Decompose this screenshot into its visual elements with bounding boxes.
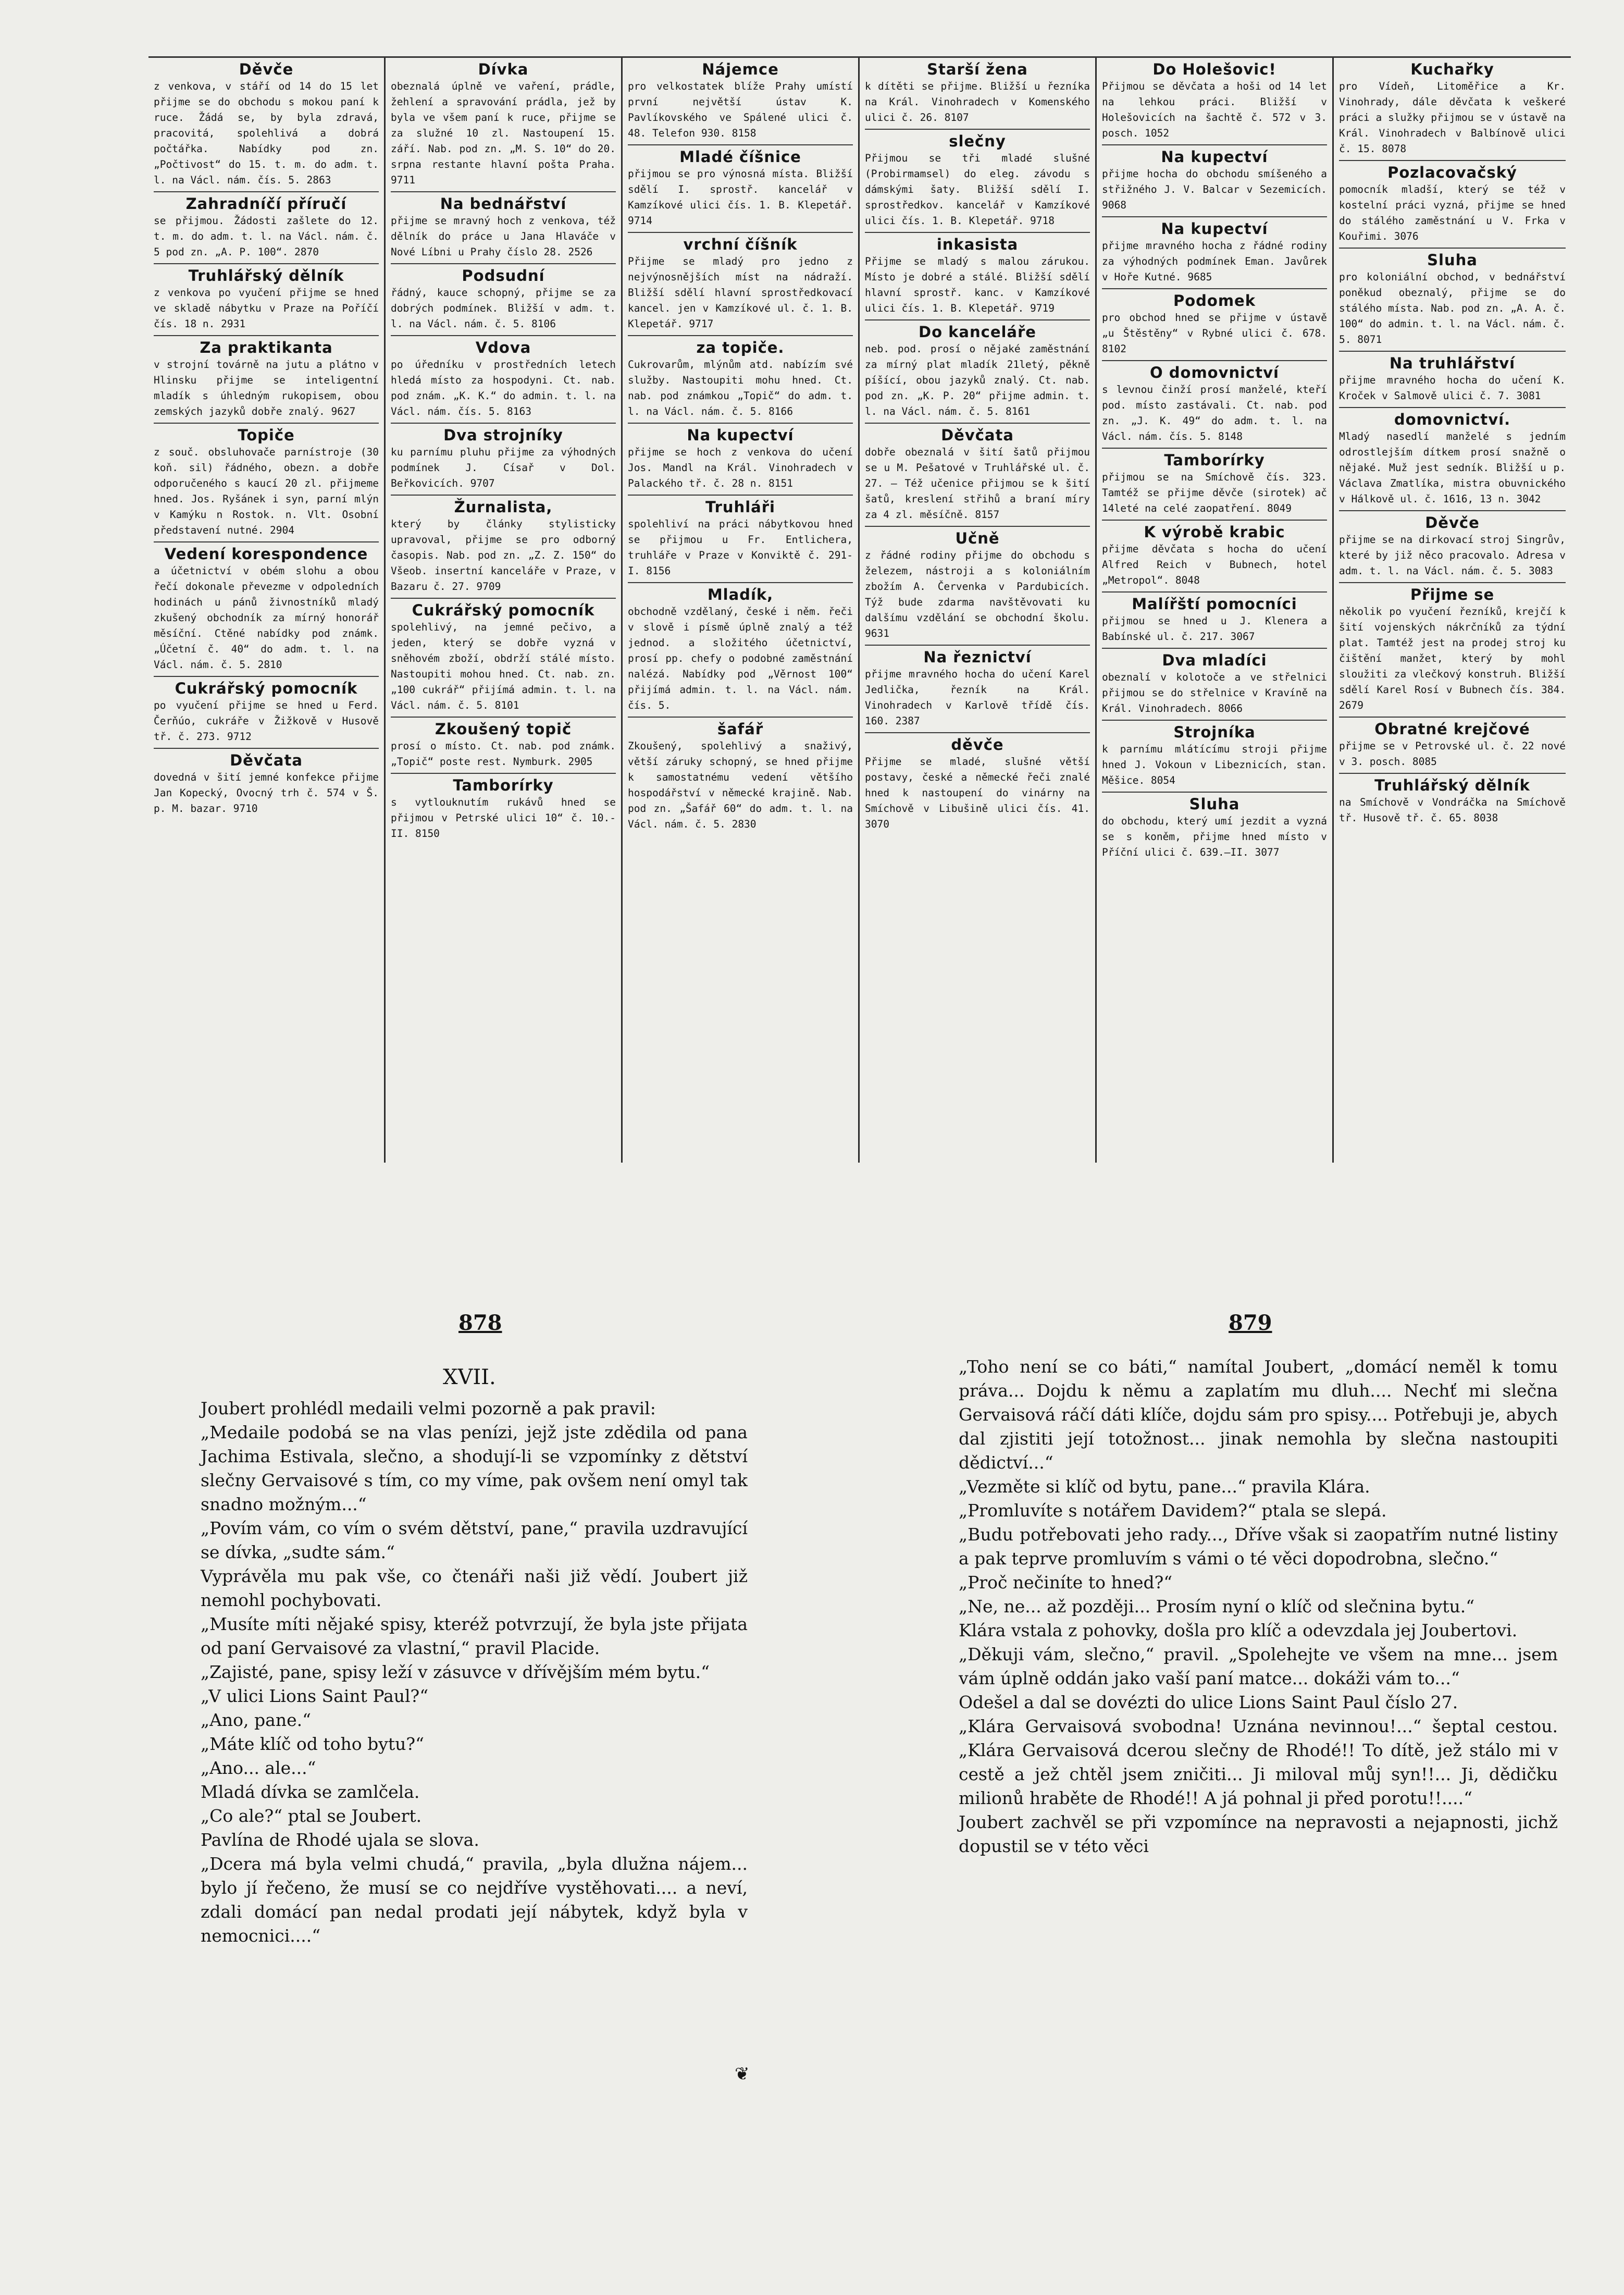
ad-item [1339,58,1566,161]
ad-item [865,58,1090,130]
page-number-left: 878 [458,1311,502,1335]
ad-title: Cukrářský pomocník [412,601,595,619]
ad-item [1102,593,1327,649]
ad-item [1339,161,1566,249]
ad-title: Vdova [475,339,531,356]
ad-title: K výrobě krabic [1144,523,1285,541]
ad-text: k parnímu mlátícímu stroji přijme hned J. Vokoun v Libeznicích, stan. Měšice. 8054 [1102,743,1327,786]
ad-title: O domovnictví [1150,364,1279,381]
ad-title: Starší žena [927,60,1028,78]
ad-title: Topiče [238,426,295,444]
ad-title: Sluha [1189,795,1240,813]
ad-item [154,424,379,542]
ad-title: Děvče [1425,514,1480,532]
ad-text: přijme hocha do obchodu smíšeného a střižného J. V. Balcar v Sezemicích. 9068 [1102,168,1327,211]
ad-text: obeznalá úplně ve vaření, prádle, žehlení a spravování prádla, jež by byla ve všem paní k ruce, přijme se za služné 10 zl. Nastoupení 15. září. Nab. pod zn. „M. S. 10“ do 20. srpna restante hlavní pošta Praha. 9711 [391,80,616,186]
ad-item [865,424,1090,527]
ad-item [628,496,853,583]
ad-title: vrchní číšník [683,236,798,253]
ad-text: přijme mravného hocha do učení Karel Jedlička, řezník na Král. Vinohradech v Karlově třídě čís. 160. 2387 [865,668,1090,727]
ad-item [1102,289,1327,361]
ad-text: obeznalí v kolotoče a ve střelnici přijmou se do střelnice v Kravíně na Král. Vinohradech. 8066 [1102,671,1327,714]
ad-title: Děvčata [941,426,1014,444]
ad-title: Do Holešovic! [1152,60,1276,78]
ad-text: pro obchod hned se přijme v ústavě „u Štěstěny“ v Rybné ulici č. 678. 8102 [1102,312,1327,355]
ad-item [1339,774,1566,829]
story-text-left: Joubert prohlédl medaili velmi pozorně a pak pravil: „Medaile podobá se na vlas penízi, jejž jste zdědila od pana Jachima Estivala, slečno, a shodují-li se vzpomínky z dětství slečny Gervaisové s tím, co my víme, pak ovšem není omyl tak snadno možným...“ „Povím vám, co vím o svém dětství, pane,“ pravila uzdravující se dívka, „sudte sám.“ Vyprávěla mu pak vše, co čtenáři naši již vědí. Joubert již nemohl pochybovati. „Musíte míti nějaké spisy, kteréž potvrzují, že byla jste přijata od paní Gervaisové za vlastní,“ pravil Placide. „Zajisté, pane, spisy leží v zásuvce v dřívějším mém bytu.“ „V ulici Lions Saint Paul?“ „Ano, pane.“ „Máte klíč od toho bytu?“ „Ano... ale...“ Mladá dívka se zamlčela. „Co ale?“ ptal se Joubert. Pavlína de Rhodé ujala se slova. „Dcera má byla velmi chudá,“ pravila, „byla dlužna nájem... bylo jí řečeno, že musí se co nejdříve vystěhovati.... a neví, zdali domácí pan nedal prodati její nábytek, když byla v nemocnici....“ [201,1398,748,1946]
ad-item [865,527,1090,646]
ad-text: Mladý nasedlí manželé s jedním odrostlejším dítkem prosí snažně o nějaké. Muž jest sedník. Bližší u p. Václava Zmatlíka, mistra obuvnického v Hálkově ul. č. 1616, 13 n. 3042 [1339,430,1566,505]
ad-text: spolehliví na práci nábytkovou hned se přijmou u Fr. Entlichera, truhláře v Praze v Konviktě č. 291-I. 8156 [628,518,853,577]
ad-title: Dva mladíci [1162,651,1267,669]
ad-title: Na kupectví [1161,220,1268,238]
ad-text: přijme děvčata s hocha do učení Alfred Reich v Bubnech, hotel „Metropol“. 8048 [1102,543,1327,586]
ad-text: s levnou činží prosí manželé, kteří pod. místo zastávali. Ct. nab. pod zn. „J. K. 49“ do adm. t. l. na Václ. nám. čís. 5. 8148 [1102,384,1327,442]
ad-text: spolehlivý, na jemné pečivo, a jeden, který se dobře vyzná v sněhovém zboží, obdrží stálé místo. Nastoupiti mohou hned. Ct. nab. zn. „100 cukrář“ přijímá admin. t. l. na Václ. nám. č. 5. 8101 [391,621,616,711]
ad-title: Podsudní [462,267,545,285]
ad-title: Malířští pomocníci [1132,595,1297,613]
ad-title: Dívka [478,60,529,78]
ad-text: dobře obeznalá v šití šatů přijmou se u M. Pešatové v Truhlářské ul. č. 27. — Též učenice přijmou se k šití šatů, kreslení střihů a braní míry za 4 zl. měsíčně. 8157 [865,446,1090,521]
ads-column-5 [1097,58,1334,1163]
ad-item [865,320,1090,424]
chapter-heading: XVII. [443,1365,496,1389]
ads-column-6 [1334,58,1571,1163]
ad-text: Zkoušený, spolehlivý a snaživý, větší záruky schopný, se hned přijme k samostatnému vedení většího hospodářství v německé krajině. Nab. pod zn. „Šafář 60“ do adm. t. l. na Václ. nám. č. 5. 2830 [628,740,853,830]
ad-text: z venkova, v stáří od 14 do 15 let přijme se do obchodu s mokou paní k ruce. Žádá se, by byla zdravá, pracovitá, spolehlivá a dobrá počtářka. Nabídky pod zn. „Počtivost“ do 15. t. m. do adm. t. l. na Václ. nám. čís. 5. 2863 [154,80,379,186]
ad-title: Na truhlářství [1389,354,1516,372]
ad-item [1339,249,1566,352]
ad-item [1102,649,1327,721]
page-number-right: 879 [1229,1311,1272,1335]
ad-item [154,749,379,820]
ad-title: Přijme se [1410,586,1495,603]
ad-item [628,233,853,336]
story-text-right: „Toho není se co báti,“ namítal Joubert, „domácí neměl k tomu práva... Dojdu k němu a zaplatím mu dluh.... Nechť mi slečna Gervaisová ráčí dáti klíče, dojdu sám pro spisy.... Potřebuji je, abych dal zjistiti její totožnost... jinak nemohla by slečna nastoupiti dědictví...“ „Vezměte si klíč od bytu, pane...“ pravila Klára. „Promluvíte s notářem Davidem?“ ptala se slepá. „Budu potřebovati jeho rady..., Dříve však si zaopatřím nutné listiny a pak teprve promluvím s vámi o té věci dopodrobna, slečno.“ „Proč nečiníte to hned?“ „Ne, ne... až později... Prosím nyní o klíč od slečnina bytu.“ Klára vstala z pohovky, došla pro klíč a odevzdala jej Joubertovi. „Děkuji vám, slečno,“ pravil. „Spolehejte ve všem na mne... jsem vám úplně oddán jako vaší paní matce... dokáži vám to...“ Odešel a dal se dovézti do ulice Lions Saint Paul číslo 27. „Klára Gervaisová svobodna! Uznána nevinnou!...“ šeptal cestou. „Klára Gervaisová dcerou slečny de Rhodé!! To dítě, jež stálo mi v cestě a jež chtěl jsem zničiti... Ji miloval můj syn!!... Ji, dědičku milionů hraběte de Rhodé!! A já pohnal ji před porotu!!....“ Joubert zachvěl se při vzpomínce na nepravosti a nejapnosti, jichž dopustil se v této věci [959,1356,1558,1856]
ad-title: domovnictví. [1394,411,1511,428]
ad-title: děvče [951,736,1004,754]
ad-text: po úředníku v prostředních letech hledá místo za hospodyni. Ct. nab. pod znám. „K. K.“ do admin. t. l. na Václ. nám. čís. 5. 8163 [391,359,616,417]
ad-text: na Smíchově v Vondráčka na Smíchově tř. Husově tř. č. 65. 8038 [1339,796,1566,824]
ad-item [154,192,379,264]
ad-item [1102,793,1327,863]
ad-item [1102,361,1327,449]
ad-item [1339,352,1566,408]
ad-title: Žurnalista, [454,498,553,516]
ad-title: Strojníka [1173,723,1256,741]
ad-text: pro velkostatek blíže Prahy umístí první největší ústav K. Pavlíkovského ve Spálené ulici č. 48. Telefon 930. 8158 [628,80,853,139]
ad-text: s vytlouknutím rukávů hned se přijmou v Petrské ulici 10“ č. 10.-II. 8150 [391,796,616,840]
ad-title: Nájemce [702,60,779,78]
ads-column-4 [860,58,1097,1163]
ad-title: Mladé číšnice [679,148,801,166]
ad-title: Za praktikanta [200,339,333,356]
ad-text: přijmou se pro výnosná místa. Bližší sdělí I. sprostř. kancelář v Kamzíkové ulici čís. 1. B. Klepetář. 9714 [628,168,853,227]
ad-item [391,58,616,192]
ad-text: přijme se na dirkovací stroj Singrův, které by již něco pracovalo. Adresa v adm. t. l. na Václ. nám. č. 5. 3083 [1339,534,1566,577]
ad-title: Na bednářství [440,195,567,213]
ad-text: z venkova po vyučení přijme se hned ve skladě nábytku v Praze na Poříčí čís. 18 n. 2931 [154,287,379,330]
ad-item [391,496,616,599]
ads-column-3 [623,58,860,1163]
ad-item [1102,521,1327,593]
ad-item [628,718,853,835]
ad-text: dovedná v šití jemné konfekce přijme Jan Kopecký, Ovocný trh č. 574 v Š. p. M. bazar. 9710 [154,771,379,815]
ad-item [1102,217,1327,289]
ad-item [1102,721,1327,793]
ad-title: inkasista [936,236,1019,253]
ad-item [154,677,379,749]
ad-text: přijmou se na Smíchově čís. 323. Tamtéž se přijme děvče (sirotek) ač 14leté na celé zaopatření. 8049 [1102,471,1327,514]
ad-item [391,774,616,845]
ad-title: Děvčata [230,751,303,769]
ad-title: Vedení korespondence [164,545,368,563]
ad-item [154,542,379,677]
ad-text: přijmou se hned u J. Klenera a Babínské ul. č. 217. 3067 [1102,615,1327,643]
ad-item [154,58,379,192]
classified-ads [148,56,1571,1163]
ad-item [865,646,1090,733]
ad-item [1339,718,1566,774]
ad-title: Pozlacovačský [1387,164,1517,181]
ad-item [628,583,853,718]
ad-item [1102,449,1327,521]
ad-text: z řádné rodiny přijme do obchodu s železem, nástroji a s koloniálním zbožím A. Červenka v Pardubicích. Týž bude zdarma navštěvovati ku dalšímu vzdělání se obchodní školu. 9631 [865,549,1090,639]
ad-text: Cukrovarům, mlýnům atd. nabízím své služby. Nastoupiti mohu hned. Ct. nab. pod známkou „Topič“ do adm. t. l. na Václ. nám. č. 5. 8166 [628,359,853,417]
ad-text: z souč. obsluhovače parnístroje (30 koň. sil) řádného, obezn. a dobře odporučeného s kaucí 20 zl. přijmeme hned. Jos. Ryšánek i syn, parní mlýn v Kamýku n Rostok. n. Vlt. Osobní představení nutné. 2904 [154,446,379,536]
ad-text: k dítěti se přijme. Bližší u řezníka na Král. Vinohradech v Komenského ulici č. 26. 8107 [865,80,1090,124]
ad-title: Truhláři [705,498,775,516]
ad-title: Do kanceláře [919,323,1036,341]
ad-item [1339,583,1566,718]
ad-text: přijme se mravný hoch z venkova, též dělník do práce u Jana Hlaváče v Nové Líbni u Prahy číslo 28. 2526 [391,215,616,258]
ad-title: Děvče [239,60,294,78]
ad-text: v strojní továrně na jutu a plátno v Hlinsku přijme se inteligentní mladík s úhledným rukopisem, obou zemských jazyků dobře znalý. 9627 [154,359,379,417]
ad-title: Sluha [1427,251,1478,269]
ad-text: Přijmou se tři mladé slušné (Probirmamsel) do eleg. závodu s dámskými šaty. Bližší sdělí I. sprostředkov. kancelář v Kamzíkové ulici čís. 1. B. Klepetář. 9718 [865,152,1090,227]
ad-text: Přijmou se děvčata a hoši od 14 let na lehkou práci. Bližší v Holešovicích na šachtě č. 572 v 3. posch. 1052 [1102,80,1327,139]
ad-title: Zkoušený topič [435,720,572,738]
ad-item [865,130,1090,233]
ad-title: za topiče. [696,339,785,356]
ad-title: Na řeznictví [923,648,1032,666]
ad-title: Dva strojníky [443,426,563,444]
ad-item [1102,145,1327,217]
ad-item [628,424,853,496]
ad-item [391,264,616,336]
ad-text: Přijme se mladé, slušné větší postavy, české a německé řeči znalé hned k nastoupení do vinárny na Smíchově v Libušině ulici čís. 41. 3070 [865,756,1090,830]
ad-text: přijme se hoch z venkova do učení Jos. Mandl na Král. Vinohradech v Palackého tř. č. 28 n. 8151 [628,446,853,489]
ornament-icon: ❦ [735,2064,750,2084]
ad-title: Na kupectví [1161,148,1268,166]
ad-title: Kuchařky [1410,60,1494,78]
ad-text: pro Vídeň, Litoměřice a Kr. Vinohrady, dále děvčata k veškeré práci a služky přijmou se v ústavě na Král. Vinohradech v Balbínově ulici č. 15. 8078 [1339,80,1566,155]
ad-text: a účetnictví v obém slohu a obou řečí dokonale převezme v odpoledních hodinách u pánů živnostníků mladý zkušený obchodník za mírný honorář měsíční. Ctěné nabídky pod známk. „Účetní č. 40“ do adm. t. l. na Václ. nám. č. 5. 2810 [154,565,379,671]
ad-item [391,718,616,774]
ad-text: přijme mravného hocha do učení K. Kroček v Salmově ulici č. 7. 3081 [1339,374,1566,402]
ad-title: Učně [955,529,1000,547]
ad-text: po vyučení přijme se hned u Ferd. Čerňúo, cukráře v Žižkově v Husově tř. č. 273. 9712 [154,699,379,743]
ad-item [865,233,1090,320]
ad-title: Cukrářský pomocník [175,680,358,697]
ad-title: Zahradníčí příručí [185,195,347,213]
ad-item [1339,511,1566,583]
ad-title: Obratné krejčové [1374,720,1530,738]
ad-text: přijme se v Petrovské ul. č. 22 nové v 3. posch. 8085 [1339,740,1566,768]
ad-title: slečny [949,132,1006,150]
ad-text: ku parnímu pluhu přijme za výhodných podmínek J. Císař v Dol. Beřkovicích. 9707 [391,446,616,489]
ad-title: Podomek [1173,292,1256,310]
ad-item [391,192,616,264]
ad-item [628,58,853,145]
ad-title: Na kupectví [687,426,794,444]
ad-text: pro koloniální obchod, v bednářství poněkud obeznalý, přijme se do stálého místa. Nab. pod zn. „A. A. č. 100“ do admin. t. l. na Václ. nám. č. 5. 8071 [1339,271,1566,346]
ad-title: šafář [717,720,764,738]
ad-item [1102,58,1327,145]
ad-item [154,336,379,424]
ad-item [628,336,853,424]
ad-text: prosí o místo. Ct. nab. pod známk. „Topič“ poste rest. Nymburk. 2905 [391,740,616,768]
ad-item [1339,408,1566,511]
ad-item [628,145,853,233]
ad-text: řádný, kauce schopný, přijme se za dobrých podmínek. Bližší v adm. t. l. na Václ. nám. č. 5. 8106 [391,287,616,330]
ad-text: se přijmou. Žádosti zašlete do 12. t. m. do adm. t. l. na Václ. nám. č. 5 pod zn. „A. P. 100“. 2870 [154,215,379,258]
ad-text: přijme mravného hocha z řádné rodiny za výhodných podmínek Eman. Javůrek v Hoře Kutné. 9685 [1102,240,1327,283]
ad-text: Přijme se mladý s malou zárukou. Místo je dobré a stálé. Bližší sdělí hlavní sprostř. kanc. v Kamzíkové ulici čís. 1. B. Klepetář. 9719 [865,255,1090,314]
ad-text: neb. pod. prosí o nějaké zaměstnání za mírný plat mladík 21letý, pěkně píšící, obou jazyků znalý. Ct. nab. pod zn. „K. P. 20“ přijme admin. t. l. na Václ. nám. č. 5. 8161 [865,343,1090,417]
ad-item [391,336,616,424]
ad-text: do obchodu, který umí jezdit a vyzná se s koněm, přijme hned místo v Příční ulici č. 639.—II. 3077 [1102,815,1327,858]
ad-text: obchodně vzdělaný, české i něm. řeči v slově i písmě úplně znalý a též jednod. a složitého účetnictví, prosí pp. chefy o podobné zaměstnání nalézá. Nabídky pod „Věrnost 100“ přijímá admin. t. l. na Václ. nám. čís. 5. [628,606,853,711]
ad-title: Truhlářský dělník [188,267,344,285]
ad-text: několik po vyučení řezníků, krejčí k šití vojenských nákrčníků za týdní plat. Tamtéž jest na prodej stroj ku čištění manžet, který by mohl sloužiti za vlečkový konstruh. Bližší sdělí Karel Rosí v Bubnech čís. 384. 2679 [1339,606,1566,711]
ad-item [154,264,379,336]
ads-column-1 [148,58,386,1163]
ad-item [865,733,1090,835]
ad-text: pomocník mladší, který se též v kostelní práci vyzná, přijme se hned do stálého zaměstnání u V. Frka v Kouřimi. 3076 [1339,183,1566,242]
ad-title: Tamborírky [453,776,554,794]
ad-text: který by články stylisticky upravoval, přijme se pro odborný časopis. Nab. pod zn. „Z. Z. 150“ do Všeob. insertní kanceláře v Praze, v Bazaru č. 27. 9709 [391,518,616,593]
ads-column-2 [386,58,623,1163]
ad-item [391,424,616,496]
ad-title: Truhlářský dělník [1374,776,1530,794]
ad-title: Tamborírky [1164,451,1265,469]
ad-item [391,599,616,718]
ad-text: Přijme se mladý pro jedno z nejvýnosnějších míst na nádraží. Bližší sdělí hlavní sprostředkovací kancel. jen v Kamzíkové ul. č. 1. B. Klepetář. 9717 [628,255,853,330]
ad-title: Mladík, [707,586,774,603]
